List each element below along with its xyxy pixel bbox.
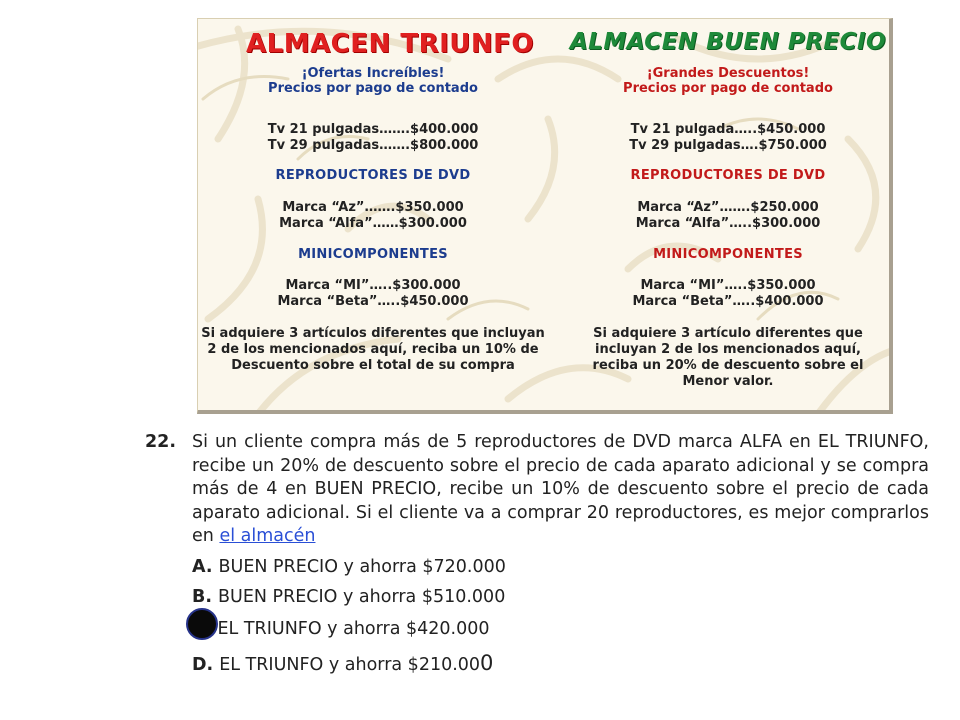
buen-precio-mini-header: MINICOMPONENTES bbox=[653, 247, 803, 262]
triunfo-dvd-alfa: Marca “Alfa”……$300.000 bbox=[279, 216, 467, 231]
option-a-text: BUEN PRECIO y ahorra $720.000 bbox=[218, 557, 506, 577]
option-b-letter: B. bbox=[192, 587, 212, 607]
option-b-text: BUEN PRECIO y ahorra $510.000 bbox=[218, 587, 506, 607]
buen-precio-logo: ALMACEN BUEN PRECIO bbox=[569, 29, 887, 55]
option-a-letter: A. bbox=[192, 557, 213, 577]
triunfo-promo-line-2: 2 de los mencionados aquí, reciba un 10% de bbox=[207, 342, 539, 357]
triunfo-dvd-header: REPRODUCTORES DE DVD bbox=[275, 168, 471, 183]
triunfo-logo: ALMACEN TRIUNFO bbox=[246, 29, 535, 59]
triunfo-mini-beta: Marca “Beta”…..$450.000 bbox=[277, 294, 469, 309]
buen-precio-dvd-header: REPRODUCTORES DE DVD bbox=[630, 168, 826, 183]
buen-precio-promo-line-3: reciba un 20% de descuento sobre el bbox=[592, 358, 864, 373]
question-22 bbox=[145, 431, 929, 549]
question-body bbox=[192, 431, 929, 549]
triunfo-mini-header: MINICOMPONENTES bbox=[298, 247, 448, 262]
triunfo-subheadline: Precios por pago de contado bbox=[268, 81, 478, 96]
option-c[interactable] bbox=[192, 619, 490, 639]
buen-precio-mini-beta: Marca “Beta”…..$400.000 bbox=[632, 294, 824, 309]
option-a[interactable] bbox=[192, 557, 506, 577]
buen-precio-mini-mi: Marca “MI”…..$350.000 bbox=[640, 278, 816, 293]
buen-precio-headline: ¡Grandes Descuentos! bbox=[646, 66, 810, 81]
option-d-text: EL TRIUNFO y ahorra $210.00 bbox=[219, 655, 481, 675]
triunfo-tv-29: Tv 29 pulgadas…….$800.000 bbox=[267, 138, 479, 153]
option-d[interactable] bbox=[192, 651, 493, 675]
question-number: 22. bbox=[145, 432, 177, 452]
buen-precio-promo-line-1: Si adquiere 3 artículo diferentes que bbox=[593, 326, 863, 341]
question-text: Si un cliente compra más de 5 reproductores de DVD marca ALFA en EL TRIUNFO, recibe un 20% de descuento sobre el precio de cada aparato adicional y se compra más de 4 en BUEN PRECIO, recibe un 10% de descuento sobre el precio de cada aparato adicional. Si el cliente va a comprar 20 reproductores, es mejor comprarlos en bbox=[192, 432, 929, 546]
buen-precio-tv-21: Tv 21 pulgada…..$450.000 bbox=[630, 122, 826, 137]
buen-precio-subheadline: Precios por pago de contado bbox=[623, 81, 833, 96]
option-c-text: EL TRIUNFO y ahorra $420.000 bbox=[217, 619, 490, 639]
buen-precio-promo-line-4: Menor valor. bbox=[682, 374, 774, 389]
option-b[interactable] bbox=[192, 587, 505, 607]
option-d-text-tail: 0 bbox=[480, 651, 494, 675]
el-almacen-link[interactable]: el almacén bbox=[219, 526, 316, 546]
store-flyer bbox=[197, 18, 893, 414]
triunfo-dvd-az: Marca “Az”…….$350.000 bbox=[282, 200, 464, 215]
option-d-letter: D. bbox=[192, 655, 214, 675]
triunfo-headline: ¡Ofertas Increíbles! bbox=[301, 66, 445, 81]
buen-precio-dvd-az: Marca “Az”…….$250.000 bbox=[637, 200, 819, 215]
triunfo-tv-21: Tv 21 pulgadas…….$400.000 bbox=[267, 122, 479, 137]
triunfo-promo-line-3: Descuento sobre el total de su compra bbox=[231, 358, 515, 373]
triunfo-mini-mi: Marca “MI”…..$300.000 bbox=[285, 278, 461, 293]
buen-precio-dvd-alfa: Marca “Alfa”…..$300.000 bbox=[635, 216, 821, 231]
buen-precio-tv-29: Tv 29 pulgadas….$750.000 bbox=[629, 138, 827, 153]
buen-precio-promo-line-2: incluyan 2 de los mencionados aquí, bbox=[595, 342, 861, 357]
triunfo-promo-line-1: Si adquiere 3 artículos diferentes que incluyan bbox=[201, 326, 545, 341]
